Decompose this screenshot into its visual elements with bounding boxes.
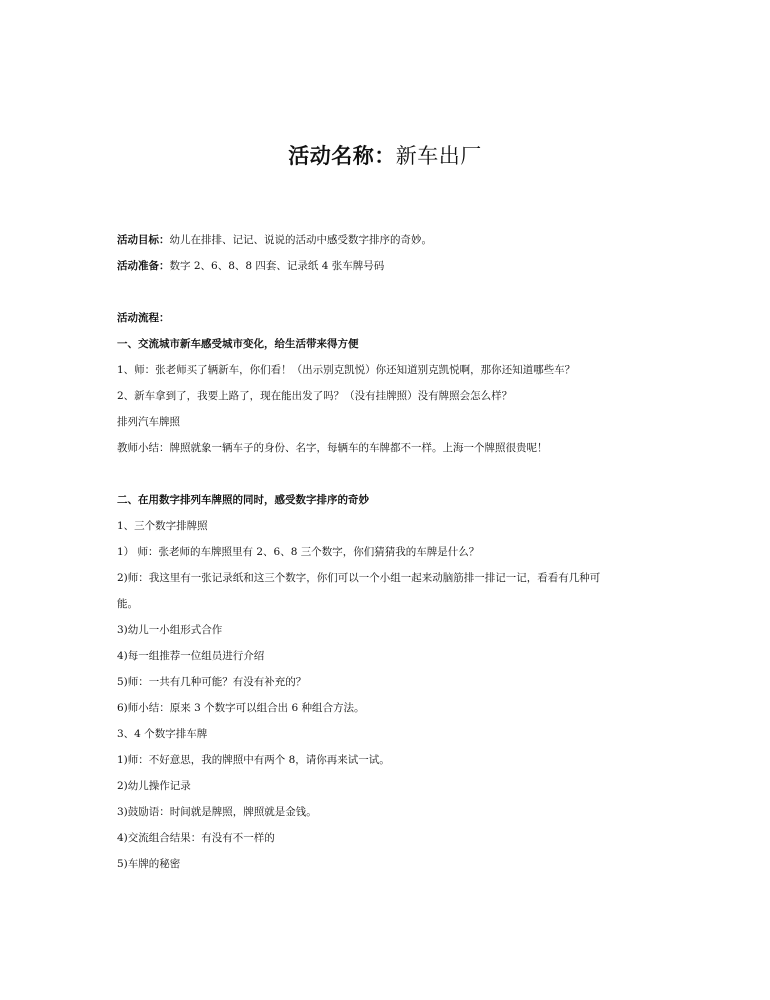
section2-line: 3、4 个数字排车牌 (117, 728, 208, 740)
section2-line: 5)师：一共有几种可能？有没有补充的？ (117, 676, 307, 688)
section1-line: 2、新车拿到了，我要上路了，现在能出发了吗？（没有挂牌照）没有牌照会怎么样？ (117, 390, 513, 402)
process-heading: 活动流程： (117, 312, 170, 324)
section2-line: 3)幼儿一小组形式合作 (117, 624, 223, 636)
section1-heading: 一、交流城市新车感受城市变化，给生活带来得方便 (117, 338, 359, 350)
goal-label: 活动目标： (117, 234, 170, 246)
section2-line: 4)每一组推荐一位组员进行介绍 (117, 650, 265, 662)
section2-line: 2)师：我这里有一张记录纸和这三个数字，你们可以一个小组一起来动脑筋排一排记一记，看看有几种可 (117, 572, 601, 584)
section1-line: 1、师：张老师买了辆新车，你们看！（出示别克凯悦）你还知道别克凯悦啊，那你还知道哪些车？ (117, 364, 576, 376)
section2-heading: 二、在用数字排列车牌照的同时，感受数字排序的奇妙 (117, 494, 369, 506)
section2-line: 能。 (117, 598, 138, 610)
prep-text: 数字 2、6、8、8 四套、记录纸 4 张车牌号码 (169, 260, 385, 272)
section2-line: 4)交流组合结果：有没有不一样的 (117, 832, 275, 844)
section2-line: 3)鼓励语：时间就是牌照，牌照就是金钱。 (117, 806, 317, 818)
prep-label: 活动准备： (117, 260, 170, 272)
goal-line (117, 233, 677, 247)
section2-line: 1） 师：张老师的车牌照里有 2、6、8 三个数字，你们猜猜我的车牌是什么？ (117, 546, 480, 558)
prep-line (117, 259, 677, 273)
section1-line: 排列汽车牌照 (117, 416, 180, 428)
section2-line: 6)师小结：原来 3 个数字可以组合出 6 种组合方法。 (117, 702, 365, 714)
title-label: 活动名称： (288, 143, 396, 168)
section2-line: 1)师：不好意思，我的牌照中有两个 8，请你再来试一试。 (117, 754, 390, 766)
title-value: 新车出厂 (395, 144, 482, 168)
section2-line: 1、三个数字排牌照 (117, 520, 208, 532)
section2-line: 2)幼儿操作记录 (117, 780, 191, 792)
goal-text: 幼儿在排排、记记、说说的活动中感受数字排序的奇妙。 (169, 234, 432, 246)
section2-line: 5)车牌的秘密 (117, 858, 181, 870)
page-title (0, 140, 770, 170)
section1-summary: 教师小结：牌照就象一辆车子的身份、名字，每辆车的车牌都不一样。上海一个牌照很贵呢！ (117, 442, 548, 454)
